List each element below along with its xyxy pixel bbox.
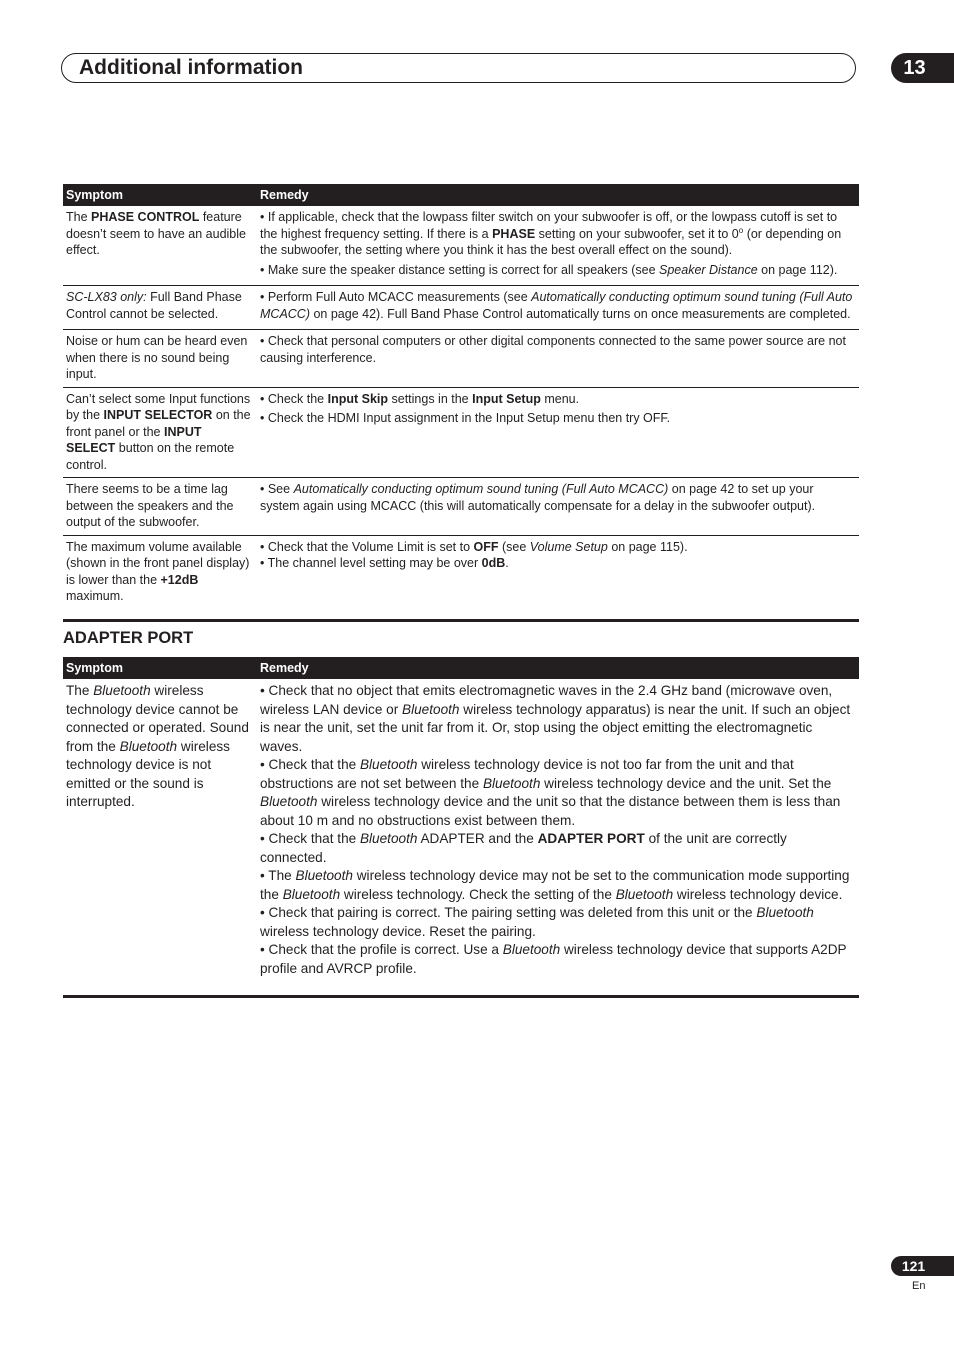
remedy-cell xyxy=(257,535,859,609)
adapter-port-table xyxy=(63,657,859,982)
table-row xyxy=(63,206,859,286)
symptom-cell: The Bluetooth wireless technology device cannot be connected or operated. Sound from the Bluetooth wireless technology device is not emitted or the sound is interrupted. xyxy=(66,683,249,809)
remedy-cell xyxy=(257,286,859,330)
remedy-item: • Check that the Bluetooth ADAPTER and the ADAPTER PORT of the unit are correctly connected. xyxy=(260,831,787,865)
table-header-row xyxy=(63,184,859,206)
remedy-item: • If applicable, check that the lowpass filter switch on your subwoofer is off, or the lowpass cutoff is set to the highest frequency setting. If there is a PHASE setting on your subwoofer, set it to 0$^o$ (or depending on the subwoofer, the setting where you think it has the best overall effect on the sound). xyxy=(260,210,842,257)
chapter-title: Additional information xyxy=(79,56,303,79)
remedy-item: • Check that pairing is correct. The pairing setting was deleted from this unit or the Bluetooth wireless technology device. Reset the pairing. xyxy=(260,905,814,939)
remedy-column-header: Remedy xyxy=(257,184,859,206)
language-code: En xyxy=(912,1280,926,1292)
remedy-item: • Check that the Volume Limit is set to OFF (see Volume Setup on page 115). • The channel level setting may be over 0dB. xyxy=(260,539,688,570)
table-row xyxy=(63,679,859,982)
troubleshooting-table xyxy=(63,184,859,609)
remedy-cell xyxy=(257,387,859,478)
symptom-column-header: Symptom xyxy=(63,184,257,206)
table-row xyxy=(63,535,859,609)
remedy-item: • Make sure the speaker distance setting is correct for all speakers (see Speaker Distance on page 112). xyxy=(260,262,838,277)
table-body xyxy=(63,679,859,982)
remedy-cell xyxy=(257,206,859,286)
remedy-cell xyxy=(257,679,859,982)
symptom-cell: There seems to be a time lag between the speakers and the output of the subwoofer. xyxy=(63,478,257,536)
remedy-item: • The Bluetooth wireless technology device may not be set to the communication mode supporting the Bluetooth wireless technology. Check the setting of the Bluetooth wireless technology device. xyxy=(260,868,850,902)
remedy-item: • See Automatically conducting optimum sound tuning (Full Auto MCACC) on page 42 to set up your system again using MCACC (this will automatically compensate for a delay in the subwoofer output). xyxy=(260,482,816,513)
symptom-cell: SC-LX83 only: Full Band Phase Control cannot be selected. xyxy=(63,286,257,330)
remedy-item: • Perform Full Auto MCACC measurements (see Automatically conducting optimum sound tuning (Full Auto MCACC) on page 42). Full Band Phase Control automatically turns on once measurements are completed. xyxy=(260,290,853,321)
remedy-cell xyxy=(257,330,859,388)
table-row xyxy=(63,478,859,536)
table-end-rule xyxy=(63,619,859,622)
symptom-column-header: Symptom xyxy=(63,657,257,679)
symptom-cell: Can’t select some Input functions by the INPUT SELECTOR on the front panel or the INPUT SELECT button on the remote control. xyxy=(63,387,257,478)
symptom-cell: The PHASE CONTROL feature doesn’t seem to have an audible effect. xyxy=(66,210,246,257)
symptom-cell: The maximum volume available (shown in the front panel display) is lower than the +12dB maximum. xyxy=(63,535,257,609)
table-end-rule xyxy=(63,995,859,998)
remedy-item: • Check that personal computers or other digital components connected to the same power source are not causing interference. xyxy=(260,334,846,365)
table-row xyxy=(63,330,859,388)
page-number-badge: 121 xyxy=(891,1256,954,1276)
chapter-number-badge: 13 xyxy=(891,53,954,83)
remedy-item: • Check the Input Skip settings in the Input Setup menu. xyxy=(260,391,580,406)
remedy-column-header: Remedy xyxy=(257,657,859,679)
table-body xyxy=(63,206,859,609)
remedy-item: • Check that no object that emits electromagnetic waves in the 2.4 GHz band (microwave oven, wireless LAN device or Bluetooth wireless technology apparatus) is near the unit. If such an object is near the unit, set the unit far from it. Or, stop using the object emitting the electromagnetic waves. xyxy=(260,683,851,754)
section-heading-adapter-port: ADAPTER PORT xyxy=(63,629,194,647)
remedy-cell xyxy=(257,478,859,536)
remedy-item: • Check that the profile is correct. Use a Bluetooth wireless technology device that supports A2DP profile and AVRCP profile. xyxy=(260,942,847,976)
remedy-item: • Check the HDMI Input assignment in the Input Setup menu then try OFF. xyxy=(260,411,671,425)
table-row xyxy=(63,387,859,478)
table-row xyxy=(63,286,859,330)
table-header-row xyxy=(63,657,859,679)
remedy-item: • Check that the Bluetooth wireless technology device is not too far from the unit and that obstructions are not set between the Bluetooth wireless technology device and the unit. Set the Bluetooth wireless technology device and the unit so that the distance between them is less than about 10 m and no obstructions exist between them. xyxy=(260,757,841,828)
symptom-cell: Noise or hum can be heard even when there is no sound being input. xyxy=(63,330,257,388)
